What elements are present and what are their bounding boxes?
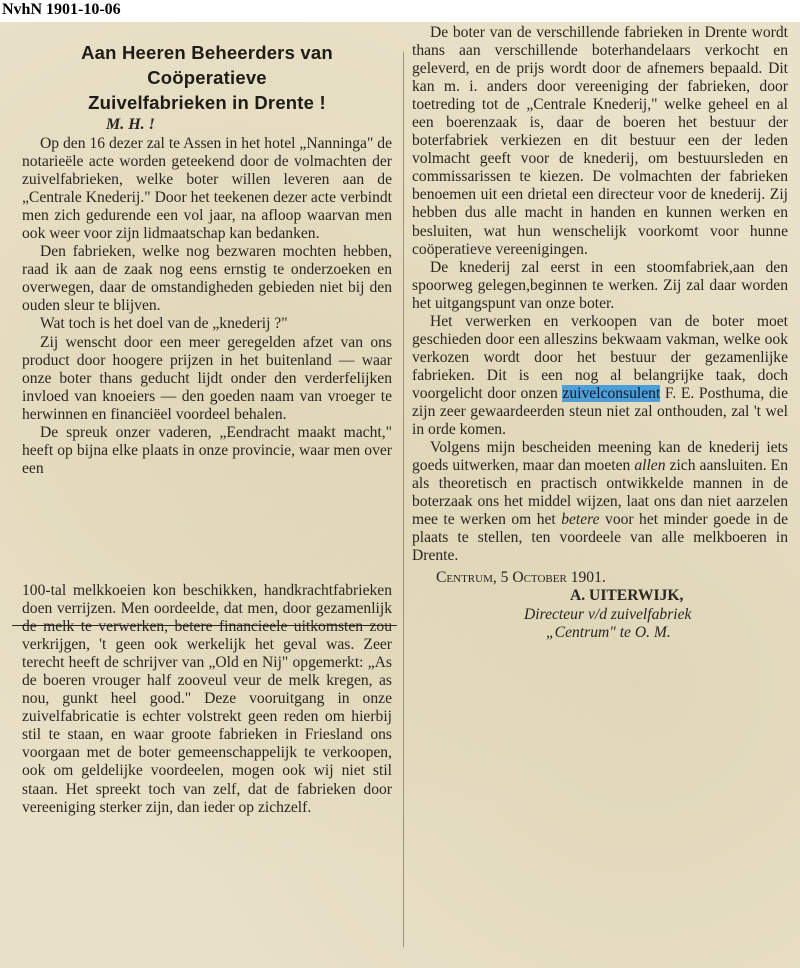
headline-line-1: Aan Heeren Beheerders van Coöperatieve: [81, 42, 333, 88]
signature-block: [412, 569, 788, 641]
paragraph: Wat toch is het doel van de „knederij ?": [40, 315, 288, 333]
headline-line-2: Zuivelfabrieken in Drente !: [88, 92, 326, 113]
text-run: zich aansluiten. En als theoretisch en practisch ontwikkelde mannen in de boterzaak ons het middel wijzen, laat ons dan niet aarzelen mee te werken om het: [412, 457, 788, 529]
search-highlight: zuivelconsulent: [562, 384, 661, 402]
left-column-top: [22, 40, 392, 478]
column-divider: [403, 52, 404, 947]
text-run: F. E. Posthuma, die zijn zeer gewaardeerden steun niet zal onthouden, zal 't wel in orde komen.: [412, 384, 788, 439]
signature-date: Centrum, 5 October 1901.: [436, 569, 606, 587]
signature-place: „Centrum" te O. M.: [546, 623, 671, 641]
article-date-label: NvhN 1901-10-06: [2, 1, 121, 18]
text-run: Het verwerken en verkoopen van de boter moet geschieden door een alleszins bekwaam vakman, welke ook verkozen wordt door het bestuur der gezamenlijke fabrieken. Dit is een nog al belangrijke taak, doch voorgelicht door onzen: [412, 312, 788, 402]
paragraph: Den fabrieken, welke nog bezwaren mochten hebben, raad ik aan de zaak nog eens ernstig te onderzoeken en overwegen, daar de omstandigheden gebieden niet bij den ouden sleur te blijven.: [22, 243, 392, 315]
right-column: [412, 24, 788, 642]
paragraph: Op den 16 dezer zal te Assen in het hotel „Nanninga" de notarieële acte worden geteekend door de volmachten der zuivelfabrieken, welke boter willen leveren aan de „Centrale Knederij." Door het teekenen dezer acte verbindt men zich gedurende een vol jaar, na afloop waarvan men ook weer voor zijn lidmaatschap kan bedanken.: [22, 135, 392, 243]
salutation: M. H. !: [106, 116, 155, 133]
emphasis: allen: [634, 457, 666, 475]
paragraph: De knederij zal eerst in een stoomfabriek,aan den spoorweg gelegen,beginnen te werken. Zij zal daar worden het uitgangspunt van onze boter.: [412, 258, 788, 312]
paragraph: [412, 313, 788, 439]
signature-name: A. UITERWIJK,: [570, 587, 684, 605]
text-run: voor het minder goede in de plaats te stellen, ten voordeele van alle melkboeren in Drente.: [412, 511, 788, 565]
paragraph: De spreuk onzer vaderen, „Eendracht maakt macht," heeft op bijna elke plaats in onze provincie, waar men over een: [22, 423, 392, 477]
signature-role: Directeur v/d zuivelfabriek: [524, 605, 692, 623]
paragraph: [412, 439, 788, 565]
text-run: Volgens mijn bescheiden meening kan de knederij iets goeds uitwerken, maar dan moeten: [412, 439, 788, 475]
left-column-bottom: [22, 582, 392, 817]
paragraph: De boter van de verschillende fabrieken in Drente wordt thans aan verschillende boterhandelaars verkocht en geleverd, en de prijs wordt door de afnemers bepaald. Dit kan m. i. anders door vereeniging der fabrieken, door toetreding tot de „Centrale Knederij," welke geheel en al een boerenzaak is, daar de boeren het bestuur der boterfabriek verkiezen en dit bestuur een der leden volmacht geeft voor de knederij, om bestuursleden en commissarissen te kiezen. De volmachten der fabrieken benoemen uit een drietal een directeur voor de knederij. Zij hebben dus alle macht in handen en kunnen werken en besluiten, wat hun wenschelijk voorkomt voor hunne coöperatieve vereenigingen.: [412, 24, 788, 258]
paragraph: Zij wenscht door een meer geregelden afzet van ons product door hoogere prijzen in het buitenland — waar onze boter thans geducht lijdt onder den verderfelijken invloed van knoeiers — den goeden naam van vroeger te herwinnen en financiëel voordeel behalen.: [22, 333, 392, 423]
emphasis: betere: [561, 511, 600, 529]
paragraph-continued: 100-tal melkkoeien kon beschikken, handkrachtfabrieken doen verrijzen. Men oordeelde, dat men, door gezamenlijk de melk te verwerken, betere financieele uitkomsten zou verkrijgen, 't geen ook werkelijk het geval was. Zeer terecht heeft de schrijver van „Old en Nij" opgemerkt: „As de boeren vrouger half zooveul veur de melk kregen, as nou, gunkt heel good." Deze vooruitgang in onze zuivelfabricatie is echter volstrekt geen reden om hierbij stil te staan, en waar groote fabrieken in Friesland ons voorgaan met de boter gemeenschappelijk te verkoopen, ook om geldelijke voordeelen, mogen ook wij niet stil staan. Het spreekt toch van zelf, dat de fabrieken door vereeniging sterker zijn, dan ieder op zichzelf.: [22, 582, 392, 816]
